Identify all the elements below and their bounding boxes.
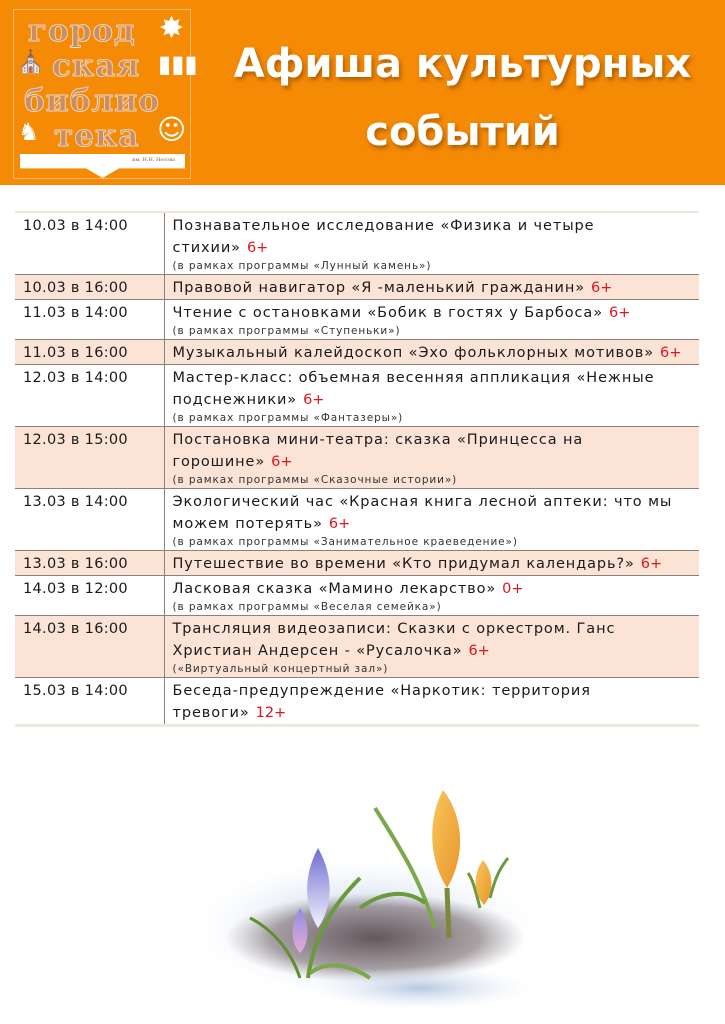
event-title-line — [173, 215, 692, 259]
event-title-line — [173, 680, 692, 724]
age-rating-badge: 6+ — [328, 516, 351, 532]
event-datetime: 14.03 в 16:00 — [15, 616, 164, 678]
event-program-note: (в рамках программы «Сказочные истории») — [172, 474, 458, 486]
event-datetime: 12.03 в 15:00 — [15, 427, 164, 489]
event-title-line — [173, 618, 692, 662]
age-rating-badge: 6+ — [608, 305, 631, 321]
event-row — [15, 616, 699, 678]
event-program-note: (в рамках программы «Фантазеры») — [172, 412, 404, 424]
event-title-line — [173, 429, 692, 473]
event-title: Правовой навигатор «Я -маленький гражданин» — [172, 280, 586, 296]
event-details — [164, 551, 699, 576]
event-datetime: 10.03 в 16:00 — [15, 275, 164, 300]
event-row — [15, 300, 699, 340]
event-datetime: 13.03 в 14:00 — [15, 489, 164, 551]
event-program-note: (в рамках программы «Лунный камень») — [172, 260, 432, 272]
event-details — [164, 489, 699, 551]
event-row — [15, 365, 699, 427]
age-rating-badge: 0+ — [502, 581, 524, 597]
title-line-2: событий — [365, 109, 560, 155]
crocus-illustration — [190, 778, 535, 1018]
library-logo[interactable] — [13, 9, 198, 179]
age-rating-badge: 6+ — [303, 392, 325, 408]
event-row — [15, 427, 699, 489]
event-title: Трансляция видеозаписи: Сказки с оркестром. Ганс Христиан Андерсен - «Русалочка» — [172, 621, 616, 659]
event-title: Чтение с остановками «Бобик в гостях у Барбоса» — [172, 305, 603, 321]
event-details — [164, 212, 699, 275]
logo-caption: им. Н.Н. Носова — [132, 157, 175, 163]
event-row — [15, 340, 699, 365]
dog-icon: ♞ — [18, 118, 40, 146]
event-datetime: 14.03 в 12:00 — [15, 576, 164, 616]
event-row — [15, 551, 699, 576]
event-datetime: 11.03 в 14:00 — [15, 300, 164, 340]
event-title-line — [173, 302, 692, 324]
event-title-line — [173, 553, 692, 575]
event-title: Ласковая сказка «Мамино лекарство» — [172, 581, 497, 597]
event-title: Мастер-класс: объемная весенняя аппликация «Нежные подснежники» — [172, 370, 655, 408]
event-datetime: 11.03 в 16:00 — [15, 340, 164, 365]
event-details — [164, 678, 699, 726]
event-program-note: (в рамках программы «Ступеньки») — [172, 325, 401, 337]
event-row — [15, 212, 699, 275]
event-datetime: 13.03 в 16:00 — [15, 551, 164, 576]
logo-text-line-4: тека — [54, 118, 140, 154]
event-datetime: 12.03 в 14:00 — [15, 365, 164, 427]
event-title-line — [173, 491, 692, 535]
event-details — [164, 616, 699, 678]
event-title-line — [173, 578, 692, 600]
events-schedule-table — [15, 211, 699, 727]
age-rating-badge: 6+ — [640, 556, 663, 572]
age-rating-badge: 6+ — [271, 454, 293, 470]
event-details — [164, 365, 699, 427]
event-row — [15, 576, 699, 616]
header-banner — [0, 0, 725, 185]
age-rating-badge: 6+ — [468, 643, 490, 659]
event-title: Познавательное исследование «Физика и четыре стихии» — [172, 218, 595, 256]
watercolor-crocuses-image — [190, 778, 535, 1018]
logo-text-line-1: город — [28, 13, 136, 49]
event-program-note: (в рамках программы «Занимательное краеведение») — [172, 536, 518, 548]
event-title: Экологический час «Красная книга лесной аптеки: что мы можем потерять» — [172, 494, 673, 532]
church-icon: ⛪ — [17, 50, 45, 75]
event-row — [15, 678, 699, 726]
event-details — [164, 300, 699, 340]
event-row — [15, 275, 699, 300]
title-line-1: Афиша культурных — [233, 41, 692, 87]
event-title-line — [173, 342, 692, 364]
logo-text-line-3: библио — [24, 83, 160, 119]
age-rating-badge: 12+ — [255, 705, 287, 721]
event-title: Путешествие во времени «Кто придумал календарь?» — [172, 556, 635, 572]
smile-icon: ☺ — [157, 113, 187, 146]
event-details — [164, 576, 699, 616]
event-title: Постановка мини-театра: сказка «Принцесса на горошине» — [172, 432, 584, 470]
event-row — [15, 489, 699, 551]
event-program-note: (в рамках программы «Веселая семейка») — [172, 601, 442, 613]
event-details — [164, 427, 699, 489]
event-details — [164, 275, 699, 300]
page-title — [200, 30, 725, 166]
event-datetime: 10.03 в 14:00 — [15, 212, 164, 275]
event-title: Беседа-предупреждение «Наркотик: территория тревоги» — [172, 683, 591, 721]
event-details — [164, 340, 699, 365]
event-title-line — [173, 277, 692, 299]
age-rating-badge: 6+ — [246, 240, 269, 256]
open-book-icon — [20, 154, 185, 178]
event-title-line — [173, 367, 692, 411]
books-icon: ▮▮▮ — [158, 50, 198, 78]
logo-text-line-2: ская — [52, 48, 141, 84]
event-datetime: 15.03 в 14:00 — [15, 678, 164, 726]
event-program-note: («Виртуальный концертный зал») — [172, 663, 389, 675]
star-icon: ✸ — [159, 11, 185, 46]
event-title: Музыкальный калейдоскоп «Эхо фольклорных мотивов» — [172, 345, 654, 361]
age-rating-badge: 6+ — [591, 280, 613, 296]
age-rating-badge: 6+ — [660, 345, 682, 361]
